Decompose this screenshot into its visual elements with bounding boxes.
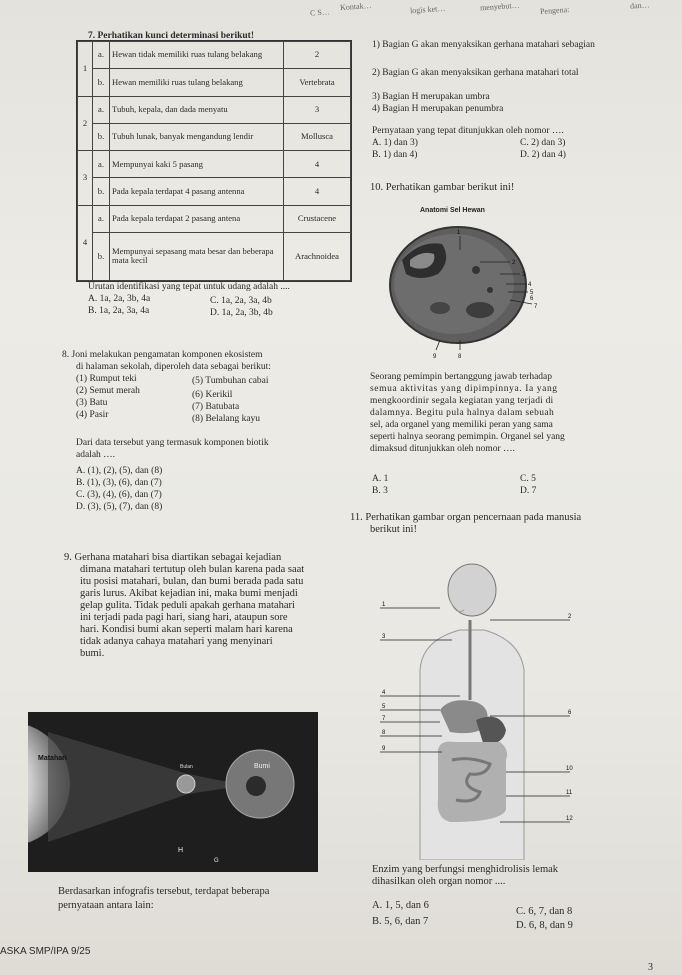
key-row-4a: Pada kepala terdapat 2 pasang antena	[110, 205, 284, 232]
q11-option-a[interactable]: A. 1, 5, dan 6	[372, 900, 429, 911]
q10-para-line: seperti halnya seorang pemimpin. Organel sel yang	[370, 432, 565, 442]
cell-label-9: 9	[433, 354, 437, 360]
cell-label-2: 2	[512, 260, 516, 266]
q7-title: 7. Perhatikan kunci determinasi berikut!	[88, 31, 254, 41]
q9-para-line: itu posisi matahari, bulan, dan bumi berada pada satu	[80, 576, 304, 587]
label-h: H	[178, 847, 184, 854]
key-row-3b: Pada kepala terdapat 4 pasang antenna	[110, 178, 284, 205]
q10-title: 10. Perhatikan gambar berikut ini!	[370, 182, 515, 193]
q9-option-d[interactable]: D. 2) dan 4)	[520, 150, 566, 160]
q7-question: Urutan identifikasi yang tepat untuk udang adalah ....	[88, 282, 290, 292]
digestive-label-7: 7	[382, 716, 386, 722]
q10-option-d[interactable]: D. 7	[520, 486, 537, 496]
digestive-label-12: 12	[566, 816, 573, 822]
q8-option-b[interactable]: B. (1), (3), (6), dan (7)	[76, 478, 162, 488]
cell-label-7: 7	[534, 304, 538, 310]
digestive-label-11: 11	[566, 790, 573, 796]
q10-option-b[interactable]: B. 3	[372, 486, 388, 496]
solar-eclipse-figure	[28, 712, 318, 872]
digestive-label-2: 2	[568, 614, 572, 620]
q11-option-b[interactable]: B. 5, 6, dan 7	[372, 916, 429, 927]
q10-option-c[interactable]: C. 5	[520, 474, 536, 484]
footer-code: ASKA SMP/IPA 9/25	[0, 946, 91, 957]
label-earth: Bumi	[254, 763, 270, 770]
label-g: G	[214, 858, 219, 864]
q9-para-line: 9. Gerhana matahari bisa diartikan sebagai kejadian	[64, 552, 282, 563]
digestive-label-3: 3	[382, 634, 386, 640]
q7-option-c[interactable]: C. 1a, 2a, 3a, 4b	[210, 296, 272, 306]
q8-item: (5) Tumbuhan cabai	[192, 376, 269, 386]
cell-label-8: 8	[458, 354, 462, 360]
q10-para-line: dalamnya. Begitu pula halnya dalam sebuah	[370, 408, 555, 418]
smudged-header: menyebut… Pengena: dan… logis ket… C S… Kontak…	[309, 0, 650, 18]
q8-item: (1) Rumput teki	[76, 374, 137, 384]
q8-intro: di halaman sekolah, diperoleh data sebagai berikut:	[76, 362, 271, 372]
q11-title: 11. Perhatikan gambar organ pencernaan pada manusia	[350, 512, 582, 523]
cell-label-5: 5	[530, 290, 534, 296]
q10-option-a[interactable]: A. 1	[372, 474, 389, 484]
q8-option-d[interactable]: D. (3), (5), (7), dan (8)	[76, 502, 163, 512]
digestive-system-figure	[380, 560, 600, 860]
cell-label-6: 6	[530, 296, 534, 302]
key-row-2a: Tubuh, kepala, dan dada menyatu	[110, 96, 284, 123]
key-row-4b: Mempunyai sepasang mata besar dan beberapa mata kecil	[110, 232, 284, 280]
q11-option-d[interactable]: D. 6, 8, dan 9	[516, 920, 573, 931]
q8-option-a[interactable]: A. (1), (2), (5), dan (8)	[76, 466, 163, 476]
q9-statement-2: 2) Bagian G akan menyaksikan gerhana matahari total	[372, 68, 579, 78]
q11-question: Enzim yang berfungsi menghidrolisis lemak	[372, 864, 559, 875]
q9-question: Pernyataan yang tepat ditunjukkan oleh nomor ….	[372, 126, 564, 136]
key-row-1b: Hewan memiliki ruas tulang belakang	[110, 69, 284, 96]
label-moon: Bulan	[180, 764, 193, 770]
key-row-1a: Hewan tidak memiliki ruas tulang belakang	[110, 42, 284, 69]
label-sun: Matahari	[38, 755, 67, 762]
q11-title: berikut ini!	[370, 524, 417, 535]
page-number: 3	[648, 962, 653, 973]
digestive-label-8: 8	[382, 730, 386, 736]
q7-option-a[interactable]: A. 1a, 2a, 3b, 4a	[88, 294, 151, 304]
q7-option-d[interactable]: D. 1a, 2a, 3b, 4b	[210, 308, 273, 318]
q8-item: (2) Semut merah	[76, 386, 140, 396]
cell-figure-title: Anatomi Sel Hewan	[420, 207, 485, 214]
animal-cell-figure	[380, 200, 560, 360]
q10-para-line: sel, ada organel yang memiliki peran yang sama	[370, 420, 553, 430]
moon-shape	[177, 775, 195, 793]
q9-statement-3: 3) Bagian H merupakan umbra	[372, 92, 490, 102]
q9-para-line: dimana matahari tertutup oleh bulan karena pada saat	[80, 564, 305, 575]
q8-item: (8) Belalang kayu	[192, 414, 261, 424]
cell-label-4: 4	[528, 282, 532, 288]
cell-label-1: 1	[457, 230, 461, 236]
q10-para-line: Seorang pemimpin bertanggung jawab terhadap	[370, 372, 553, 382]
q8-item: (3) Batu	[76, 398, 108, 408]
q9-para-line: ini terjadi pada pagi hari, siang hari, ataupun sore	[80, 612, 288, 623]
determination-key-table: 1 a. Hewan tidak memiliki ruas tulang belakang 2 b. Hewan memiliki ruas tulang belakang Vertebrata 2 a. Tubuh, kepala, dan dada menyatu 3 b. Tubuh lunak, banyak mengandung lendir Mollusca 3 a. Mempunyai kaki 5 pasang 4 b. Pada kepala terdapat 4 pasang antenna 4 4 a. Pada kepala terdapat 2 pasang antena Crustacene b. Mempunyai sepasang mata besar dan beberapa mata kecil Arachnoidea	[76, 40, 352, 282]
q8-intro: 8. Joni melakukan pengamatan komponen ekosistem	[62, 350, 263, 360]
q9-option-c[interactable]: C. 2) dan 3)	[520, 138, 566, 148]
digestive-label-4: 4	[382, 690, 386, 696]
q9-para-line: bumi.	[80, 648, 105, 659]
q9-option-b[interactable]: B. 1) dan 4)	[372, 150, 418, 160]
q8-question: adalah ….	[76, 450, 116, 460]
q9-statement-1: 1) Bagian G akan menyaksikan gerhana matahari sebagian	[372, 40, 595, 50]
q9-after: Berdasarkan infografis tersebut, terdapat beberapa	[58, 886, 270, 897]
cell-label-3: 3	[522, 272, 526, 278]
digestive-label-6: 6	[568, 710, 572, 716]
q9-para-line: tidak adanya cahaya matahari yang menyinari	[80, 636, 273, 647]
q9-option-a[interactable]: A. 1) dan 3)	[372, 138, 418, 148]
key-row-2b: Tubuh lunak, banyak mengandung lendir	[110, 123, 284, 150]
digestive-label-9: 9	[382, 746, 386, 752]
q8-option-c[interactable]: C. (3), (4), (6), dan (7)	[76, 490, 162, 500]
q7-option-b[interactable]: B. 1a, 2a, 3a, 4a	[88, 306, 150, 316]
q9-para-line: hari. Kondisi bumi akan seperti malam hari karena	[80, 624, 293, 635]
q10-para-line: semua aktivitas yang dipimpinnya. Ia yang	[370, 384, 558, 394]
digestive-label-5: 5	[382, 704, 386, 710]
q8-item: (4) Pasir	[76, 410, 109, 420]
q8-item: (7) Batubata	[192, 402, 240, 412]
q11-option-c[interactable]: C. 6, 7, dan 8	[516, 906, 573, 917]
q9-after: pernyataan antara lain:	[58, 900, 154, 911]
digestive-label-10: 10	[566, 766, 573, 772]
key-row-3a: Mempunyai kaki 5 pasang	[110, 151, 284, 178]
q9-statement-4: 4) Bagian H merupakan penumbra	[372, 104, 504, 114]
q8-question: Dari data tersebut yang termasuk komponen biotik	[76, 438, 269, 448]
q9-para-line: gelap gulita. Tidak peduli apakah gerhana matahari	[80, 600, 295, 611]
q11-question: dihasilkan oleh organ nomor ....	[372, 876, 506, 887]
q10-para-line: mengkoordinir segala kegiatan yang terjadi di	[370, 396, 554, 406]
q8-item: (6) Kerikil	[192, 390, 233, 400]
q9-para-line: garis lurus. Akibat kejadian ini, maka bumi menjadi	[80, 588, 298, 599]
digestive-label-1: 1	[382, 602, 386, 608]
q10-para-line: dimaksud ditunjukkan oleh nomor ….	[370, 444, 515, 454]
